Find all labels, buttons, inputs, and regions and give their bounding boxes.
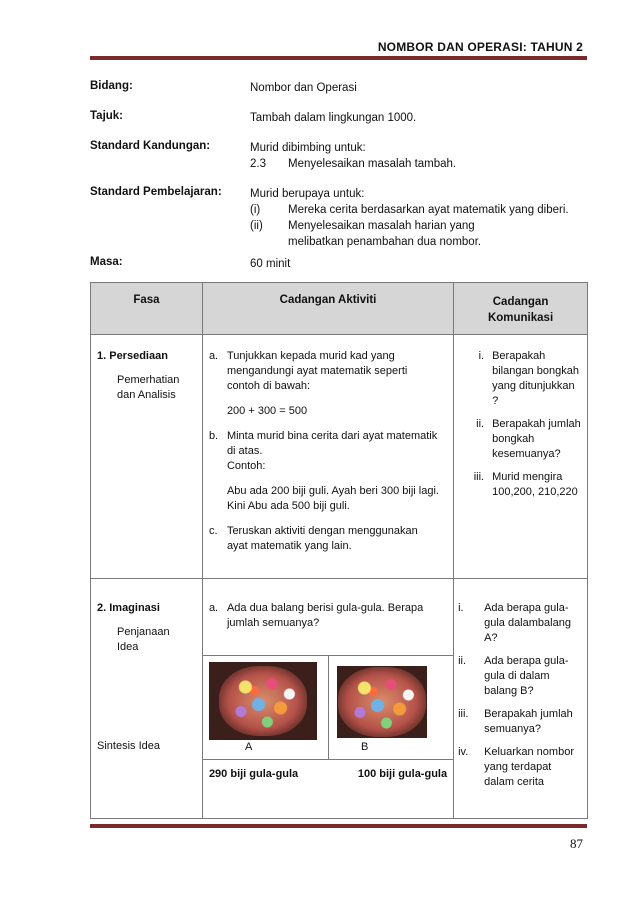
page-header-title: NOMBOR DAN OPERASI: TAHUN 2 xyxy=(377,40,583,54)
activity-item xyxy=(209,524,441,554)
komunikasi-marker: iii. xyxy=(473,471,485,483)
tajuk-value: Tambah dalam lingkungan 1000. xyxy=(250,112,417,124)
jar-b-count: 100 biji gula-gula xyxy=(357,768,448,780)
standard-kandungan-value xyxy=(250,140,580,172)
masa-label: Masa: xyxy=(90,256,123,268)
komunikasi-marker: iii. xyxy=(458,708,469,720)
komunikasi-item xyxy=(462,470,581,500)
sk-item xyxy=(250,156,580,172)
row2-fasa-title: 2. Imaginasi xyxy=(97,602,160,614)
activity-marker: a. xyxy=(208,350,219,362)
header-cadangan-aktiviti: Cadangan Aktiviti xyxy=(202,283,453,335)
row1-komunikasi xyxy=(454,335,588,579)
lesson-table xyxy=(90,282,588,819)
row2-fasa-sub2: Sintesis Idea xyxy=(97,740,160,752)
row1-aktiviti xyxy=(202,335,453,579)
komunikasi-item xyxy=(458,654,581,699)
activity-text: Teruskan aktiviti dengan menggunakan ayat matematik yang lain. xyxy=(226,525,418,552)
komunikasi-item xyxy=(462,349,581,409)
komunikasi-text: Ada berapa gula-gula dalambalang A? xyxy=(484,602,571,644)
tajuk-label: Tajuk: xyxy=(90,110,124,122)
activity-item xyxy=(209,349,441,394)
page-number: 87 xyxy=(570,836,583,851)
komunikasi-text: Murid mengira 100,200, 210,220 xyxy=(492,471,578,498)
jar-divider xyxy=(328,656,329,759)
standard-pembelajaran-value xyxy=(250,186,585,250)
sp-item-num: (i) xyxy=(250,204,261,216)
row1-fasa-title: 1. Persediaan xyxy=(97,350,168,362)
bidang-label: Bidang: xyxy=(90,80,133,92)
sk-item-text: Menyelesaikan masalah tambah. xyxy=(288,158,457,170)
sp-item-text: Menyelesaikan masalah harian yang melibatkan penambahan dua nombor. xyxy=(288,220,482,248)
sk-intro: Murid dibimbing untuk: xyxy=(250,142,366,154)
komunikasi-item xyxy=(458,745,581,790)
bidang-value: Nombor dan Operasi xyxy=(250,82,357,94)
jar-b-photo xyxy=(337,666,427,738)
sp-intro: Murid berupaya untuk: xyxy=(250,188,365,200)
table-row xyxy=(91,335,588,579)
sp-item xyxy=(250,218,585,250)
row1-fasa xyxy=(91,335,203,579)
header-divider xyxy=(90,56,587,60)
komunikasi-marker: i. xyxy=(458,602,464,614)
contoh-label: Contoh: xyxy=(226,460,266,472)
activity-item xyxy=(203,601,453,631)
contoh-text: Abu ada 200 biji guli. Ayah beri 300 biji lagi. Kini Abu ada 500 biji guli. xyxy=(226,485,439,512)
jar-images-box xyxy=(203,655,453,760)
komunikasi-marker: ii. xyxy=(458,655,467,667)
sk-item-num: 2.3 xyxy=(250,158,266,170)
jar-a-photo xyxy=(209,662,317,740)
header-fasa: Fasa xyxy=(91,283,203,335)
table-header-row xyxy=(91,283,588,335)
row2-aktiviti xyxy=(202,579,453,819)
komunikasi-item xyxy=(458,707,581,737)
activity-item xyxy=(209,429,441,459)
row2-komunikasi xyxy=(454,579,588,819)
table-row xyxy=(91,579,588,819)
header-cadangan-komunikasi: Cadangan Komunikasi xyxy=(454,283,588,335)
sp-item-num: (ii) xyxy=(250,220,263,232)
row1-fasa-sub: Pemerhatian dan Analisis xyxy=(117,374,180,401)
sp-item xyxy=(250,202,585,218)
sp-item-text: Mereka cerita berdasarkan ayat matematik yang diberi. xyxy=(288,204,569,216)
jar-a-label: A xyxy=(244,741,253,753)
masa-value: 60 minit xyxy=(250,258,291,270)
activity-marker: b. xyxy=(208,430,219,442)
activity-text: Tunjukkan kepada murid kad yang mengandungi ayat matematik seperti contoh di bawah: xyxy=(226,350,408,392)
komunikasi-marker: iv. xyxy=(458,746,469,758)
footer-divider xyxy=(90,824,587,828)
komunikasi-text: Berapakah bilangan bongkah yang ditunjukkan ? xyxy=(492,350,579,407)
komunikasi-marker: ii. xyxy=(476,418,485,430)
candy-jar-b-image xyxy=(338,667,426,737)
standard-kandungan-label: Standard Kandungan: xyxy=(90,140,211,152)
jar-b-label: B xyxy=(360,741,369,753)
activity-marker: c. xyxy=(208,525,218,537)
row2-fasa xyxy=(91,579,203,819)
komunikasi-text: Berapakah jumlah bongkah kesemuanya? xyxy=(492,418,581,460)
komunikasi-text: Keluarkan nombor yang terdapat dalam cerita xyxy=(484,746,574,788)
komunikasi-text: Ada berapa gula-gula di dalam balang B? xyxy=(484,655,569,697)
jar-a-count: 290 biji gula-gula xyxy=(208,768,299,780)
activity-text: Ada dua balang berisi gula-gula. Berapa jumlah semuanya? xyxy=(226,602,424,629)
activity-marker: a. xyxy=(208,602,219,614)
komunikasi-text: Berapakah jumlah semuanya? xyxy=(484,708,573,735)
standard-pembelajaran-label: Standard Pembelajaran: xyxy=(90,186,222,198)
row2-fasa-sub: Penjanaan Idea xyxy=(117,626,170,653)
komunikasi-item xyxy=(462,417,581,462)
komunikasi-marker: i. xyxy=(478,350,485,362)
candy-jar-a-image xyxy=(219,666,307,736)
equation-text: 200 + 300 = 500 xyxy=(226,405,308,417)
activity-text: Minta murid bina cerita dari ayat matematik di atas. xyxy=(226,430,438,457)
komunikasi-item xyxy=(458,601,581,646)
